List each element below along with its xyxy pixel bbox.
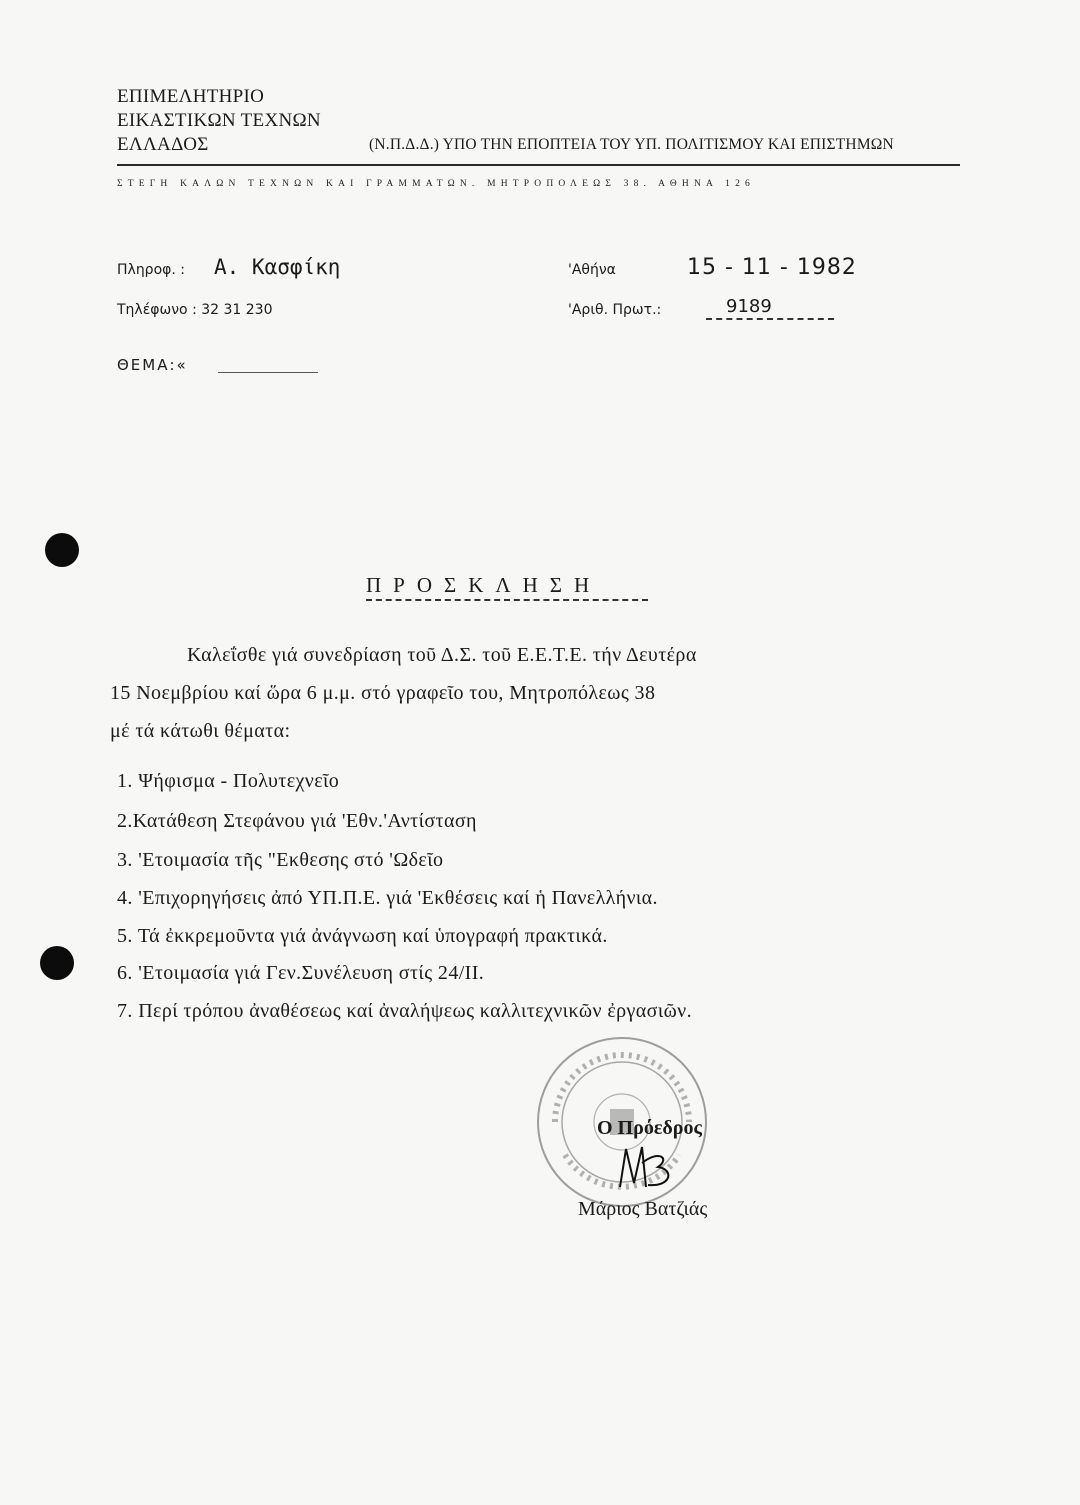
info-value: Α. Κασφίκη: [214, 255, 341, 279]
info-label: Πληροφ. :: [117, 262, 185, 278]
supervision-note: (Ν.Π.Δ.Δ.) ΥΠΟ ΤΗΝ ΕΠΟΠΤΕΙΑ ΤΟΥ ΥΠ. ΠΟΛΙΤΙΣΜΟΥ ΚΑΙ ΕΠΙΣΤΗΜΩΝ: [369, 136, 894, 153]
protocol-value: 9189: [706, 296, 834, 320]
agenda-item: 3. 'Ετοιμασία τῆς "Εκθεσης στό 'Ωδεῖο: [117, 849, 444, 871]
signatory-name: Μάριος Βατζιάς: [578, 1198, 708, 1220]
punch-hole-bottom: [40, 946, 74, 980]
title-underline: [366, 599, 648, 601]
org-name-line-2: ΕΙΚΑΣΤΙΚΩΝ ΤΕΧΝΩΝ: [117, 110, 321, 131]
city-label: 'Αθήνα: [568, 262, 616, 278]
address-line: ΣΤΕΓΗ ΚΑΛΩΝ ΤΕΧΝΩΝ ΚΑΙ ΓΡΑΜΜΑΤΩΝ. ΜΗΤΡΟΠΟΛΕΩΣ 38. ΑΘΗΝΑ 126: [117, 179, 755, 189]
agenda-item: 7. Περί τρόπου ἀναθέσεως καί ἀναλήψεως καλλιτεχνικῶν ἐργασιῶν.: [117, 1000, 693, 1022]
agenda-item: 1. Ψήφισμα - Πολυτεχνεῖο: [117, 770, 340, 792]
handwritten-signature: [612, 1143, 682, 1193]
subject-label: ΘΕΜΑ:«: [117, 356, 188, 374]
org-name-line-1: ΕΠΙΜΕΛΗΤΗΡΙΟ: [117, 86, 265, 107]
intro-line-1: Καλεΐσθε γιά συνεδρίαση τοῦ Δ.Σ. τοῦ Ε.Ε.Τ.Ε. τήν Δευτέρα: [187, 644, 697, 666]
agenda-item: 5. Τά ἐκκρεμοῦντα γιά ἀνάγνωση καί ὑπογραφή πρακτικά.: [117, 925, 608, 947]
date-value: 15 - 11 - 1982: [687, 255, 857, 280]
header-divider: [117, 164, 960, 166]
phone-label: Τηλέφωνο : 32 31 230: [117, 302, 273, 318]
document-title: ΠΡΟΣΚΛΗΣΗ: [366, 573, 602, 597]
intro-line-3: μέ τά κάτωθι θέματα:: [110, 720, 291, 742]
org-name-line-3: ΕΛΛΑΔΟΣ: [117, 134, 209, 155]
intro-line-2: 15 Νοεμβρίου καί ὥρα 6 μ.μ. στό γραφεῖο του, Μητροπόλεως 38: [110, 682, 656, 704]
punch-hole-top: [45, 533, 79, 567]
agenda-item: 2.Κατάθεση Στεφάνου γιά 'Εθν.'Αντίσταση: [117, 810, 477, 832]
agenda-item: 6. 'Ετοιμασία γιά Γεν.Συνέλευση στίς 24/ΙΙ.: [117, 962, 485, 984]
signatory-role: Ο Πρόεδρος: [597, 1117, 702, 1139]
subject-blank-line: [218, 372, 318, 373]
protocol-label: 'Αριθ. Πρωτ.:: [568, 302, 662, 318]
agenda-item: 4. 'Επιχορηγήσεις ἀπό ΥΠ.Π.Ε. γιά 'Εκθέσεις καί ἡ Πανελλήνια.: [117, 887, 658, 909]
